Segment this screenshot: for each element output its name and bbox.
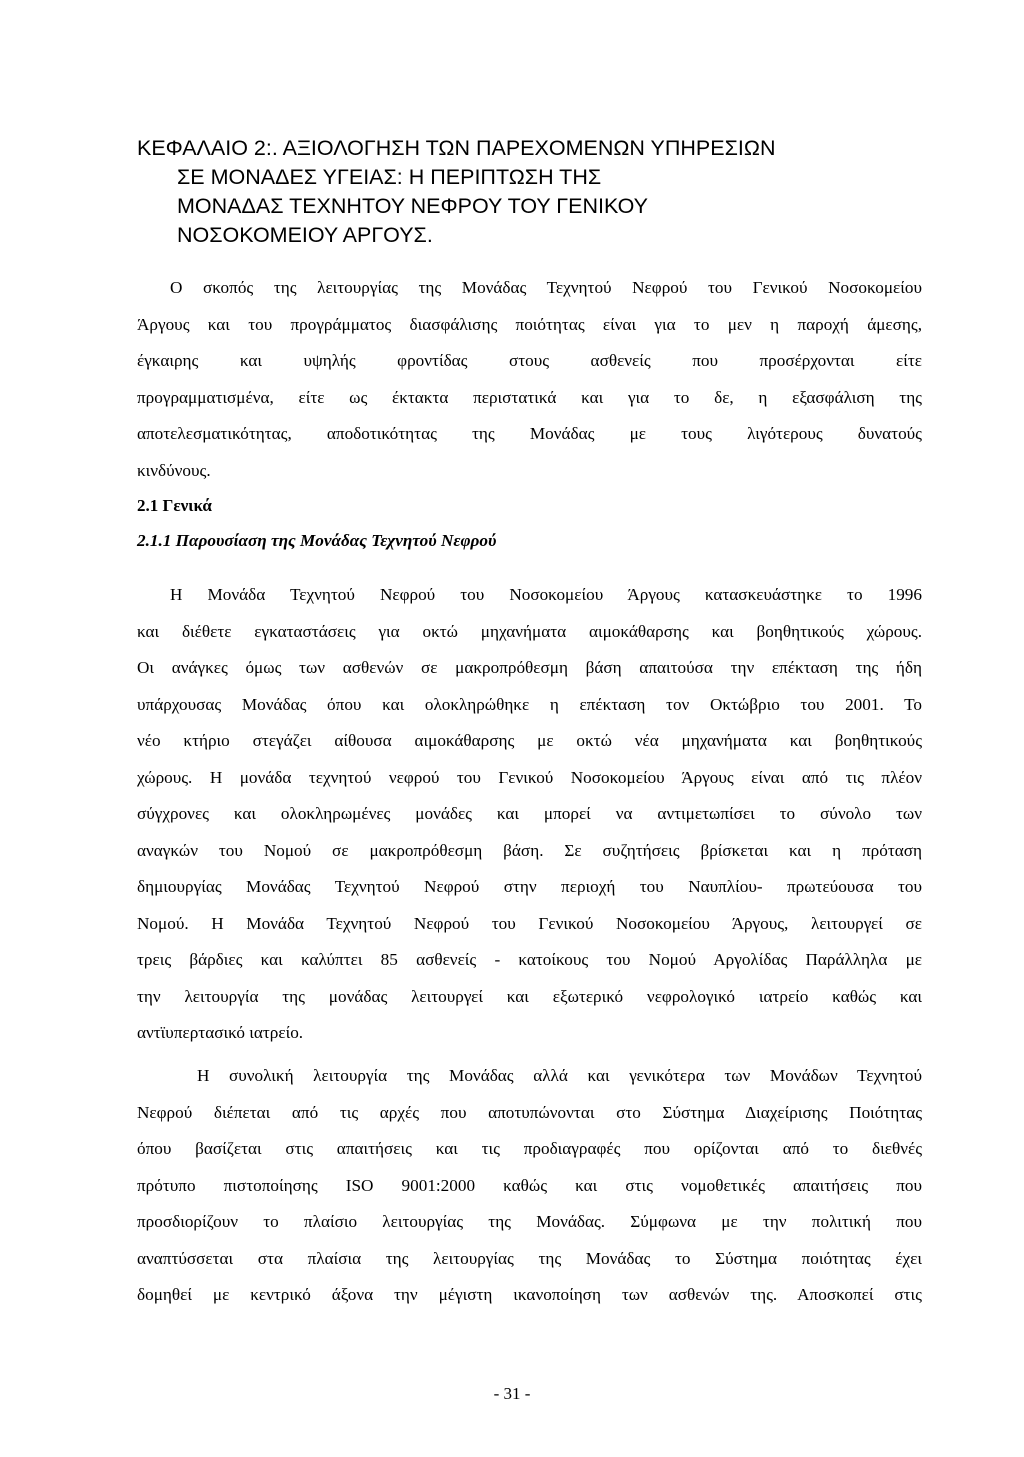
paragraph-line: αντϊυπερτασικό ιατρείο. [137, 1023, 304, 1042]
body-paragraph-1 [137, 577, 922, 1052]
paragraph-line: Άργους και του προγράμματος διασφάλισης ποιότητας είναι για το μεν η παροχή άμεσης, [137, 314, 922, 334]
paragraph-line: έγκαιρης και υψηλής φροντίδας στους ασθενείς που προσέρχονται είτε [137, 351, 922, 370]
paragraph-line: Η Μονάδα Τεχνητού Νεφρού του Νοσοκομείου Άργους κατασκευάστηκε το 1996 [170, 585, 922, 604]
paragraph-line: Νεφρού διέπεται από τις αρχές που αποτυπώνονται στο Σύστημα Διαχείρισης Ποιότητας [137, 1102, 922, 1122]
paragraph-line: Η συνολική λειτουργία της Μονάδας αλλά και γενικότερα των Μονάδων Τεχνητού [197, 1066, 922, 1085]
chapter-title-line: ΣΕ ΜΟΝΑΔΕΣ ΥΓΕΙΑΣ: Η ΠΕΡΙΠΤΩΣΗ ΤΗΣ [177, 165, 602, 189]
paragraph-line: χώρους. Η μονάδα τεχνητού νεφρού του Γενικού Νοσοκομείου Άργους είναι από τις πλέον [137, 767, 922, 787]
paragraph-line: τρεις βάρδιες και καλύπτει 85 ασθενείς - κατοίκους του Νομού Αργολίδας Παράλληλα με [137, 950, 922, 969]
body-paragraph-2 [137, 1058, 922, 1314]
paragraph-line: Οι ανάγκες όμως των ασθενών σε μακροπρόθεσμη βάση απαιτούσα την επέκταση της ήδη [137, 658, 922, 677]
paragraph-line: δημιουργίας Μονάδας Τεχνητού Νεφρού στην περιοχή του Ναυπλίου- πρωτεύουσα του [137, 877, 922, 896]
subsection-heading: 2.1.1 Παρουσίαση της Μονάδας Τεχνητού Νεφρού [137, 531, 497, 550]
chapter-title-line: ΝΟΣΟΚΟΜΕΙΟΥ ΑΡΓΟΥΣ. [177, 223, 433, 247]
chapter-title-line: ΚΕΦΑΛΑΙΟ 2:. ΑΞΙΟΛΟΓΗΣΗ ΤΩΝ ΠΑΡΕΧΟΜΕΝΩΝ ΥΠΗΡΕΣΙΩΝ [137, 136, 776, 160]
page-number: - 31 - [493, 1384, 531, 1403]
paragraph-line: και διέθετε εγκαταστάσεις για οκτώ μηχανήματα αιμοκάθαρσης και βοηθητικούς χώρους. [137, 621, 922, 641]
paragraph-line: όπου βασίζεται στις απαιτήσεις και τις προδιαγραφές που ορίζονται από το διεθνές [137, 1139, 922, 1158]
intro-paragraph [137, 270, 922, 489]
paragraph-line: προγραμματισμένα, είτε ως έκτακτα περιστατικά και για το δε, η εξασφάλιση της [137, 387, 922, 407]
chapter-title-line: ΜΟΝΑΔΑΣ ΤΕΧΝΗΤΟΥ ΝΕΦΡΟΥ ΤΟΥ ΓΕΝΙΚΟΥ [177, 194, 649, 218]
paragraph-line: υπάρχουσας Μονάδας όπου και ολοκληρώθηκε η επέκταση τον Οκτώβριο του 2001. Το [137, 694, 922, 714]
paragraph-line: Νομού. Η Μονάδα Τεχνητού Νεφρού του Γενικού Νοσοκομείου Άργους, λειτουργεί σε [137, 913, 922, 933]
paragraph-line: Ο σκοπός της λειτουργίας της Μονάδας Τεχνητού Νεφρού του Γενικού Νοσοκομείου [170, 278, 922, 297]
paragraph-line: κινδύνους. [137, 460, 211, 480]
section-heading: 2.1 Γενικά [137, 496, 212, 515]
paragraph-line: νέο κτήριο στεγάζει αίθουσα αιμοκάθαρσης με οκτώ νέα μηχανήματα και βοηθητικούς [137, 731, 922, 750]
paragraph-line: την λειτουργία της μονάδας λειτουργεί και εξωτερικό νεφρολογικό ιατρείο καθώς και [137, 986, 922, 1006]
chapter-title [137, 134, 927, 250]
paragraph-line: αποτελεσματικότητας, αποδοτικότητας της Μονάδας με τους λιγότερους δυνατούς [137, 424, 922, 443]
paragraph-line: δομηθεί με κεντρικό άξονα την μέγιστη ικανοποίηση των ασθενών της. Αποσκοπεί στις [137, 1285, 922, 1304]
paragraph-line: προσδιορίζουν το πλαίσιο λειτουργίας της Μονάδας. Σύμφωνα με την πολιτική που [137, 1212, 922, 1231]
paragraph-line: αναπτύσσεται στα πλαίσια της λειτουργίας της Μονάδας το Σύστημα ποιότητας έχει [137, 1248, 922, 1268]
paragraph-line: σύγχρονες και ολοκληρωμένες μονάδες και μπορεί να αντιμετωπίσει το σύνολο των [137, 804, 922, 823]
paragraph-line: πρότυπο πιστοποίησης ISO 9001:2000 καθώς και στις νομοθετικές απαιτήσεις που [137, 1175, 922, 1195]
paragraph-line: αναγκών του Νομού σε μακροπρόθεσμη βάση. Σε συζητήσεις βρίσκεται και η πρόταση [137, 840, 922, 860]
